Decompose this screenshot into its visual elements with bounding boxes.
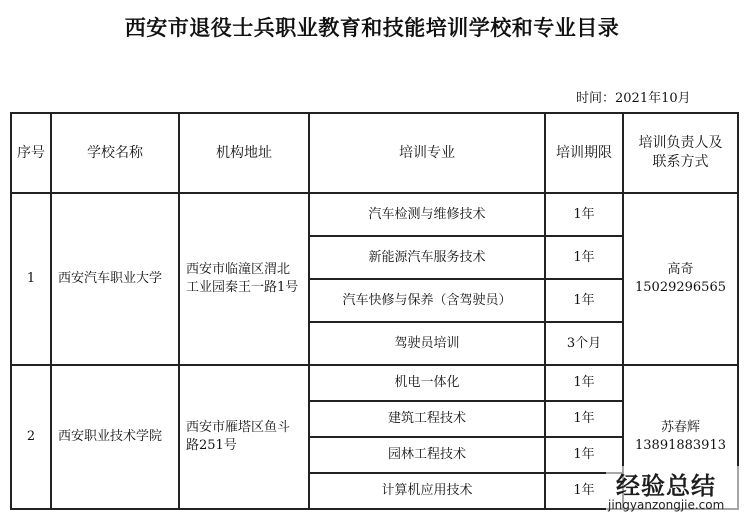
- program-duration: 1年: [545, 437, 623, 473]
- program-duration: 1年: [545, 473, 623, 509]
- date-line: [576, 87, 691, 106]
- page-title: 西安市退役士兵职业教育和技能培训学校和专业目录: [124, 16, 620, 40]
- school-name: 西安汽车职业大学: [51, 193, 179, 365]
- school-index: 1: [11, 193, 51, 365]
- school-address: 西安市雁塔区鱼斗路251号: [179, 365, 309, 509]
- table-row: [11, 193, 738, 236]
- date-value: 2021年10月: [615, 91, 691, 106]
- contact-name: 高奇: [667, 262, 694, 278]
- watermark-logo-text: 经验总结: [616, 472, 716, 500]
- table-row: [11, 365, 738, 401]
- program-major: 机电一体化: [309, 365, 545, 401]
- contact-name: 苏春辉: [660, 420, 700, 436]
- header-address: 机构地址: [179, 113, 309, 193]
- school-contact: [623, 193, 738, 365]
- contact-phone: 13891883913: [635, 438, 726, 453]
- header-school: 学校名称: [51, 113, 179, 193]
- header-row: [11, 113, 738, 193]
- program-duration: 1年: [545, 236, 623, 279]
- header-contact: 培训负责人及联系方式: [623, 113, 738, 193]
- program-duration: 1年: [545, 365, 623, 401]
- school-index: 2: [11, 365, 51, 509]
- watermark-url: jingyanzongjie.com: [608, 498, 725, 512]
- program-duration: 1年: [545, 401, 623, 437]
- contact-phone: 15029296565: [635, 280, 726, 295]
- header-major: 培训专业: [309, 113, 545, 193]
- header-duration: 培训期限: [545, 113, 623, 193]
- school-catalog-table: [10, 112, 739, 510]
- program-duration: 1年: [545, 279, 623, 322]
- school-address: 西安市临潼区渭北工业园秦王一路1号: [179, 193, 309, 365]
- program-major: 驾驶员培训: [309, 322, 545, 365]
- program-major: 新能源汽车服务技术: [309, 236, 545, 279]
- program-major: 汽车检测与维修技术: [309, 193, 545, 236]
- program-duration: 3个月: [545, 322, 623, 365]
- program-duration: 1年: [545, 193, 623, 236]
- program-major: 园林工程技术: [309, 437, 545, 473]
- program-major: 计算机应用技术: [309, 473, 545, 509]
- program-major: 建筑工程技术: [309, 401, 545, 437]
- school-name: 西安职业技术学院: [51, 365, 179, 509]
- program-major: 汽车快修与保养（含驾驶员）: [309, 279, 545, 322]
- date-label: 时间：: [576, 91, 616, 106]
- watermark: [606, 466, 742, 518]
- header-index: 序号: [11, 113, 51, 193]
